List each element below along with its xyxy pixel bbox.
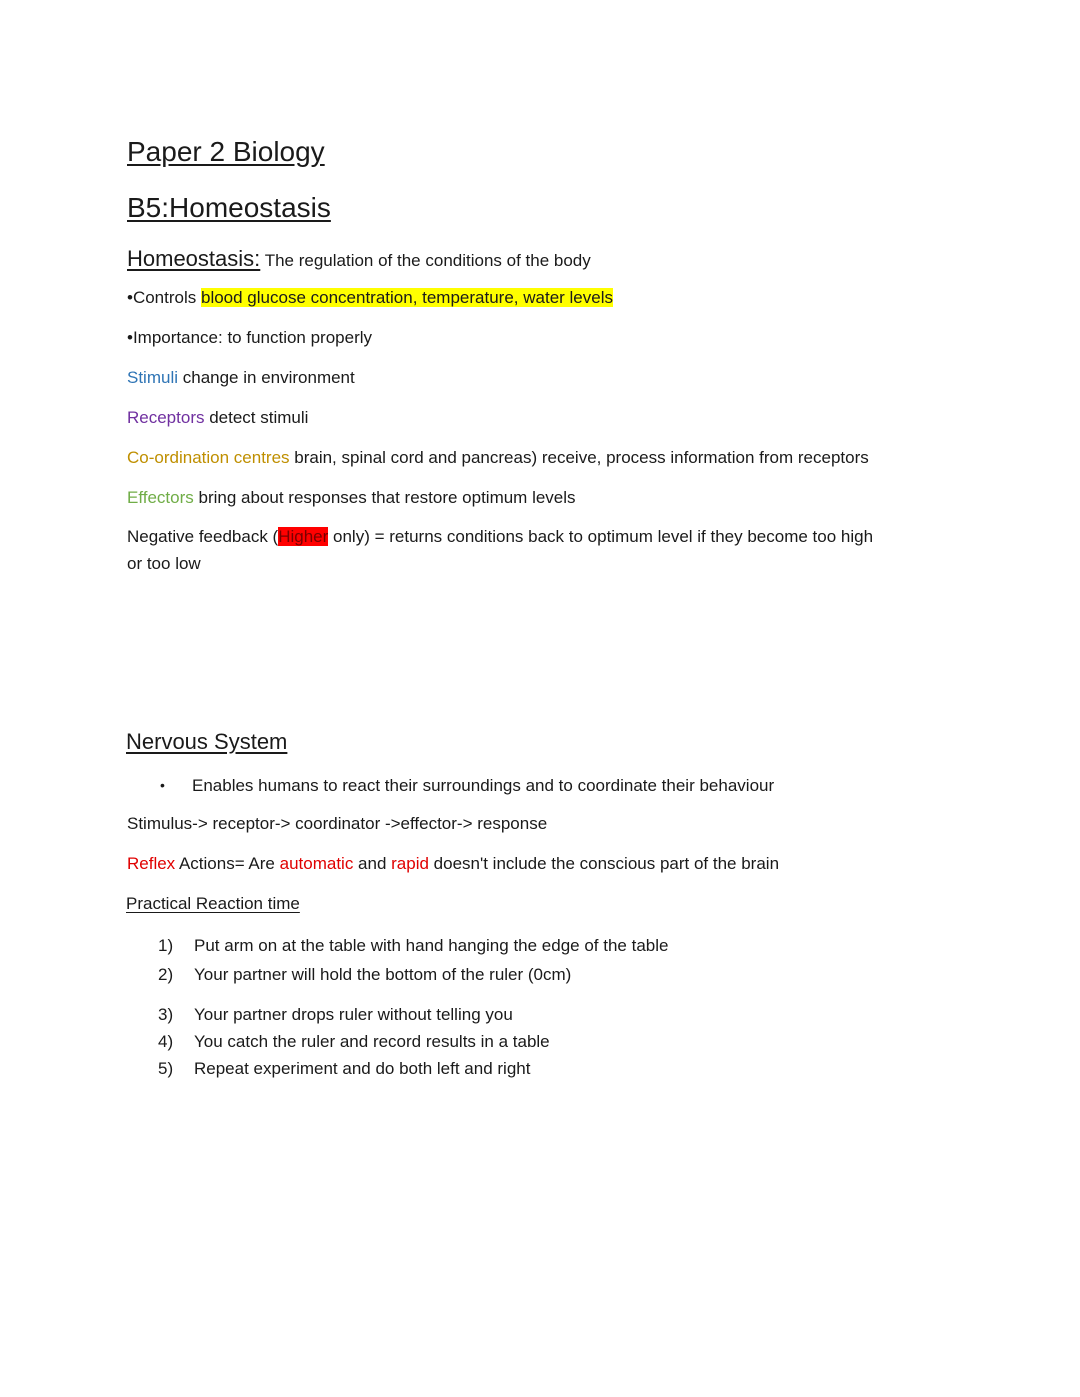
nervous-system-heading: Nervous System [126, 729, 288, 754]
step-text: Your partner drops ruler without telling you [194, 1005, 513, 1024]
section-title: B5:Homeostasis [127, 192, 331, 223]
importance-line: •Importance: to function properly [127, 328, 373, 347]
homeostasis-term: Homeostasis: [127, 246, 261, 271]
practical-heading: Practical Reaction time [126, 894, 300, 913]
coordination-text: brain, spinal cord and pancreas) receive, process information from receptors [289, 448, 869, 467]
effectors-text: bring about responses that restore optimum levels [193, 488, 576, 507]
step-number: 1) [158, 936, 174, 955]
step-text: Repeat experiment and do both left and right [194, 1059, 531, 1078]
receptors-term: Receptors [127, 408, 205, 427]
effectors-line [127, 487, 576, 509]
step-number: 5) [158, 1059, 174, 1078]
step-text: Put arm on at the table with hand hanging the edge of the table [194, 936, 669, 955]
step-text: Your partner will hold the bottom of the ruler (0cm) [194, 965, 572, 984]
negative-feedback-text: only) = returns conditions back to optimum level if they become too high [328, 527, 874, 546]
negative-feedback-prefix: Negative feedback ( [127, 527, 279, 546]
nervous-bullet-text: Enables humans to react their surroundings and to coordinate their behaviour [192, 776, 775, 795]
reflex-text-b: and [353, 854, 392, 873]
receptors-text: detect stimuli [204, 408, 309, 427]
reflex-line [127, 853, 779, 875]
pathway-line: Stimulus-> receptor-> coordinator ->effector-> response [127, 814, 548, 833]
bullet-dot: • [160, 777, 165, 793]
step-text: You catch the ruler and record results in a table [194, 1032, 550, 1051]
reflex-rapid: rapid [391, 854, 429, 873]
step-number: 2) [158, 965, 174, 984]
reflex-automatic: automatic [279, 854, 354, 873]
step-number: 4) [158, 1032, 174, 1051]
page-title: Paper 2 Biology [127, 136, 325, 167]
negative-feedback-line [127, 526, 873, 548]
controls-highlight: blood glucose concentration, temperature, water levels [200, 288, 613, 307]
stimuli-term: Stimuli [127, 368, 179, 387]
coordination-line [127, 447, 869, 469]
homeostasis-definition-text: The regulation of the conditions of the body [260, 251, 591, 270]
stimuli-line [127, 367, 355, 389]
effectors-term: Effectors [127, 488, 194, 507]
receptors-line [127, 407, 308, 429]
negative-feedback-continuation: or too low [127, 554, 201, 573]
stimuli-text: change in environment [178, 368, 355, 387]
reflex-term: Reflex [127, 854, 176, 873]
controls-prefix: •Controls [127, 288, 201, 307]
coordination-term: Co-ordination centres [127, 448, 290, 467]
controls-line [127, 287, 613, 309]
step-number: 3) [158, 1005, 174, 1024]
reflex-text-c: doesn't include the conscious part of the brain [428, 854, 780, 873]
homeostasis-definition [127, 248, 591, 272]
higher-only-highlight: Higher [278, 527, 329, 546]
reflex-text-a: Actions= Are [175, 854, 280, 873]
